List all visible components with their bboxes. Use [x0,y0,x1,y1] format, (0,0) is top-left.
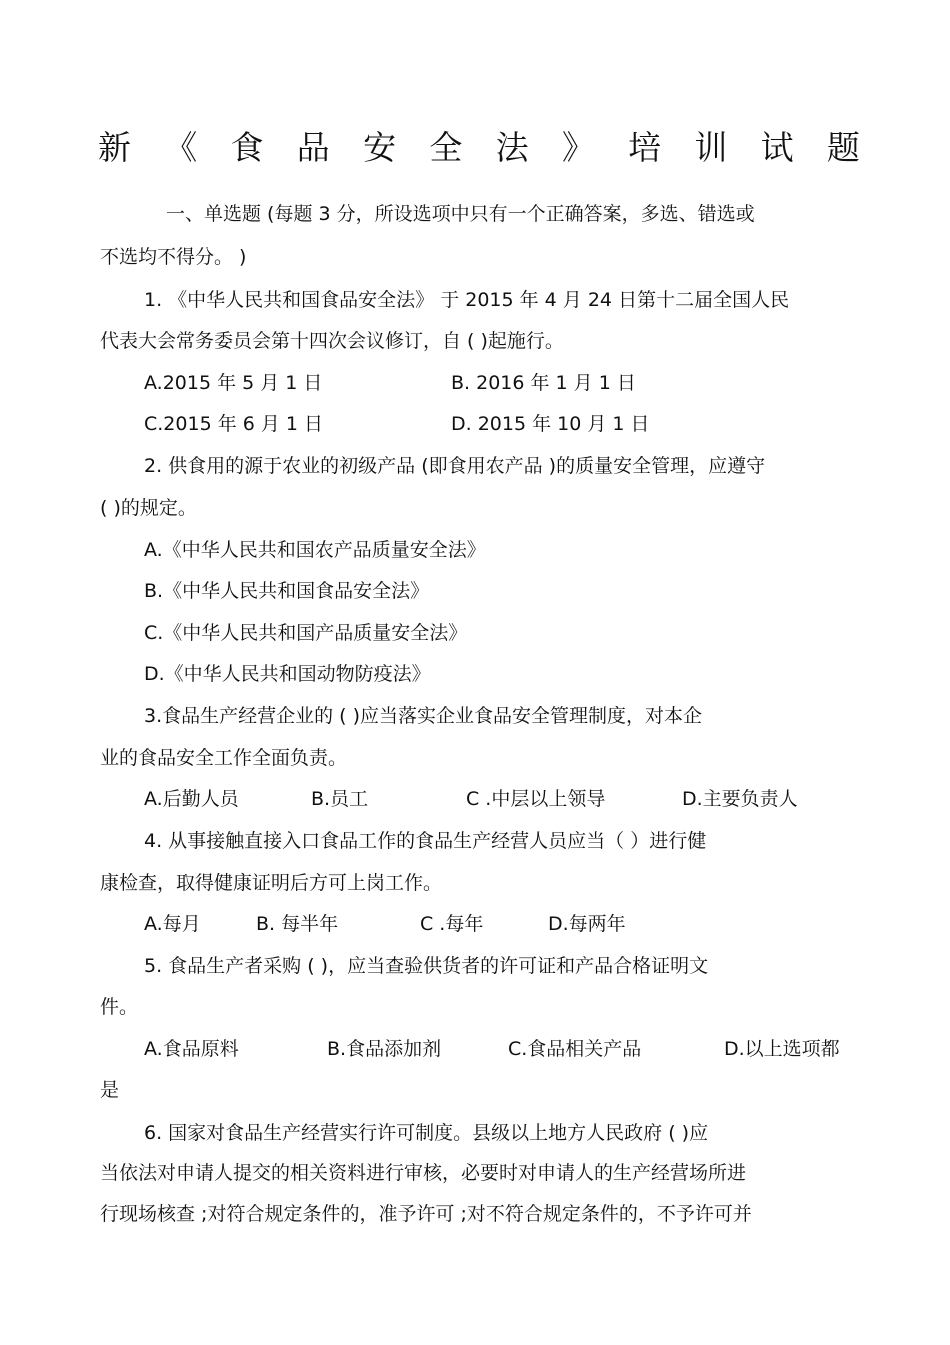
question-2-option-c: C.《中华人民共和国产品质量安全法》 [144,622,468,644]
title-char: 题 [826,128,860,167]
section-heading-line: 一、单选题 (每题 3 分，所设选项中只有一个正确答案，多选、错选或 [166,203,755,225]
question-1-line: 1. 《中华人民共和国食品安全法》 于 2015 年 4 月 24 日第十二届全国人民 [144,289,790,311]
question-4-line: 康检查，取得健康证明后方可上岗工作。 [100,872,443,894]
question-4-option-b: B. 每半年 [256,913,339,935]
question-4-line: 4. 从事接触直接入口食品工作的食品生产经营人员应当（ ）进行健 [144,830,707,852]
question-4-option-a: A.每月 [144,913,201,935]
question-2-option-b: B.《中华人民共和国食品安全法》 [144,580,430,602]
title-char: 试 [760,128,794,167]
question-3-option-c: C .中层以上领导 [466,788,606,810]
question-1-option-b: B. 2016 年 1 月 1 日 [451,372,636,394]
question-3-option-b: B.员工 [311,788,369,810]
question-1-option-c: C.2015 年 6 月 1 日 [144,413,324,435]
question-6-line: 行现场核查 ;对符合规定条件的，准予许可 ;对不符合规定条件的，不予许可并 [100,1203,752,1225]
question-2-line: 2. 供食用的源于农业的初级产品 (即食用农产品 )的质量安全管理，应遵守 [144,455,766,477]
question-6-line: 6. 国家对食品生产经营实行许可制度。县级以上地方人民政府 ( )应 [144,1122,709,1144]
section-heading-line: 不选均不得分。 ) [100,246,247,268]
question-1-option-d: D. 2015 年 10 月 1 日 [451,413,650,435]
title-char: 品 [296,128,330,167]
question-4-option-d: D.每两年 [548,913,626,935]
question-3-line: 业的食品安全工作全面负责。 [100,747,348,769]
title-char: 食 [230,128,264,167]
question-1-option-a: A.2015 年 5 月 1 日 [144,372,323,394]
question-5-line: 件。 [100,996,139,1018]
question-2-line: ( )的规定。 [100,497,197,519]
title-char: 培 [628,128,662,167]
title-char: 法 [495,128,529,167]
title-char: 安 [363,128,397,167]
question-2-option-a: A.《中华人民共和国农产品质量安全法》 [144,539,486,561]
question-5-option-d-wrap: 是 [100,1079,120,1101]
title-char: 训 [694,128,728,167]
question-3-option-d: D.主要负责人 [682,788,798,810]
question-2-option-d: D.《中华人民共和国动物防疫法》 [144,663,431,685]
title-char: 全 [429,128,463,167]
document-title [98,128,860,168]
question-5-option-b: B.食品添加剂 [327,1038,442,1060]
title-char: 》 [561,128,595,167]
title-char: 新 [98,128,131,167]
question-6-line: 当依法对申请人提交的相关资料进行审核，必要时对申请人的生产经营场所进 [100,1162,747,1184]
title-char: 《 [164,128,198,167]
question-5-option-c: C.食品相关产品 [508,1038,642,1060]
question-4-option-c: C .每年 [420,913,484,935]
question-3-option-a: A.后勤人员 [144,788,239,810]
question-5-option-a: A.食品原料 [144,1038,239,1060]
question-5-line: 5. 食品生产者采购 ( )，应当查验供货者的许可证和产品合格证明文 [144,955,709,977]
question-5-option-d: D.以上选项都 [724,1038,840,1060]
question-1-line: 代表大会常务委员会第十四次会议修订，自 ( )起施行。 [100,330,564,352]
question-3-line: 3.食品生产经营企业的 ( )应当落实企业食品安全管理制度，对本企 [144,705,703,727]
